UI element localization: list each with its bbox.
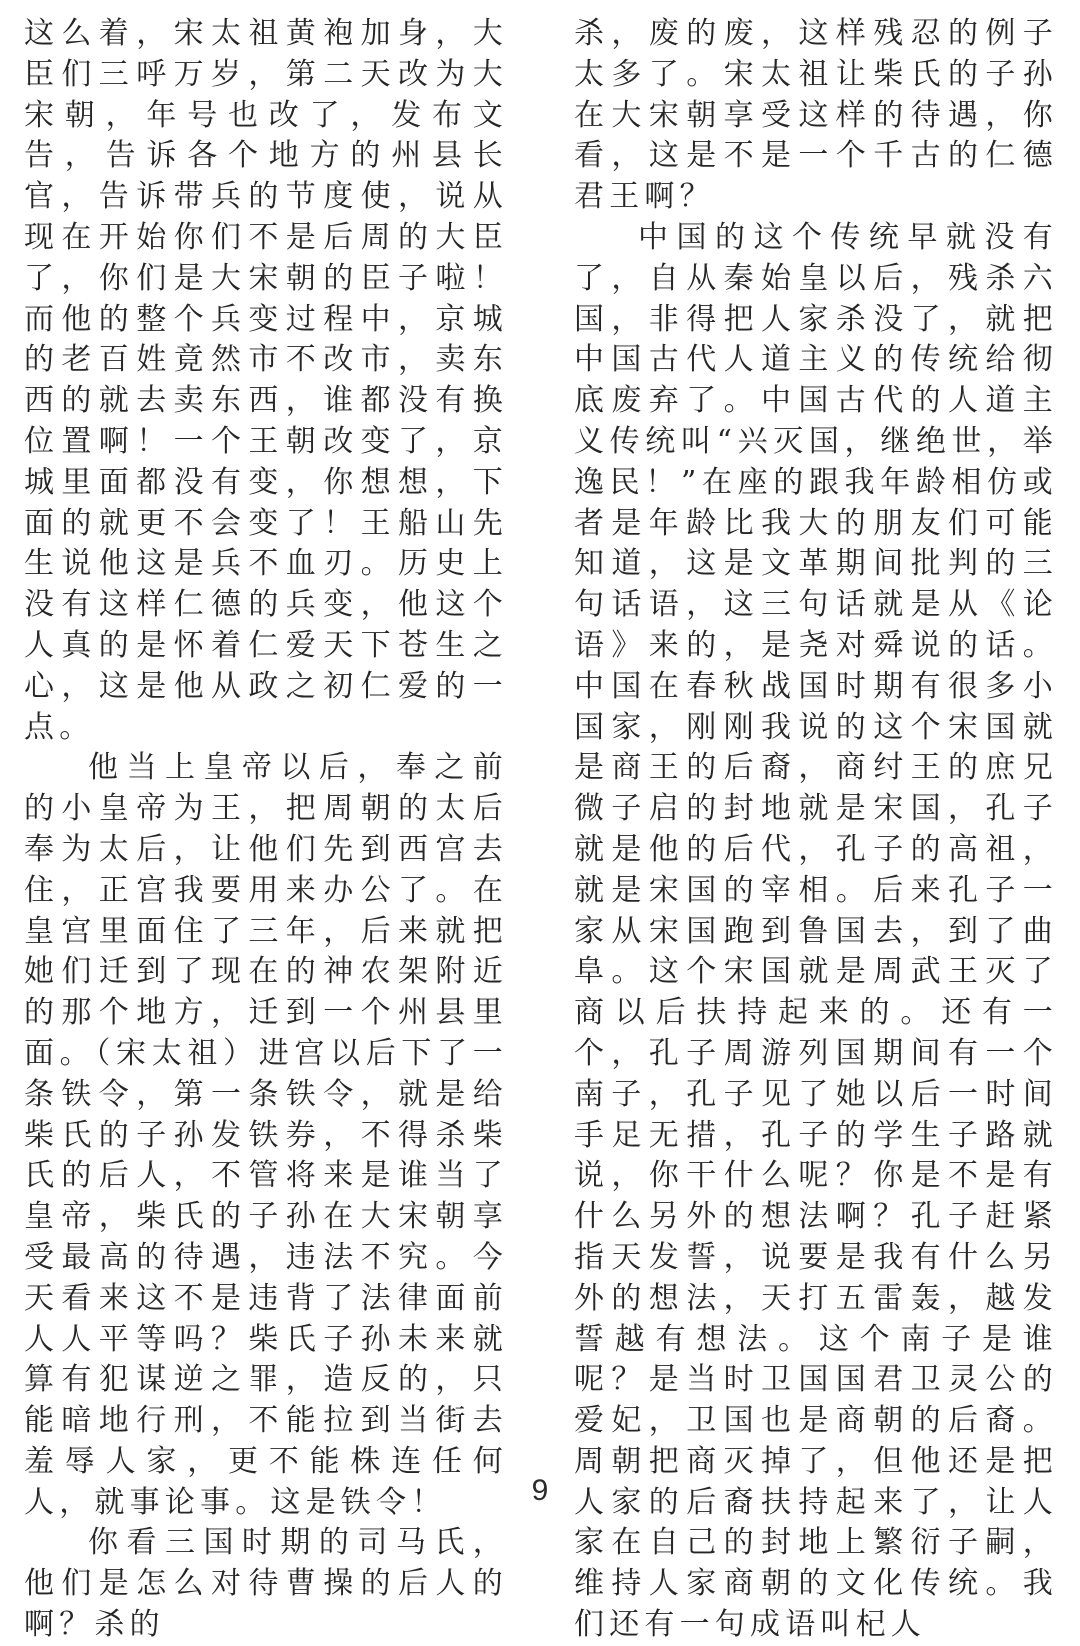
page-number: 9 — [531, 1474, 549, 1507]
paragraph: 你看三国时期的司马氏，他们是怎么对待曹操的后人的啊？杀的 — [24, 1525, 508, 1643]
paragraph: 这么着，宋太祖黄袍加身，大臣们三呼万岁，第二天改为大宋朝，年号也改了，发布文告，告诉各个地方的州县长官，告诉带兵的节度使，说从现在开始你们不是后周的大臣了，你们是大宋朝的臣子啦！而他的整个兵变过程中，京城的老百姓竟然市不改市，卖东西的就去卖东西，谁都没有换位置啊！一个王朝改变了，京城里面都没有变，你想想，下面的就更不会变了！王船山先生说他这是兵不血刃。历史上没有这样仁德的兵变，他这个人真的是怀着仁爱天下苍生之心，这是他从政之初仁爱的一点。 — [24, 16, 508, 745]
paragraph: 杀，废的废，这样残忍的例子太多了。宋太祖让柴氏的子孙在大宋朝享受这样的待遇，你看，这是不是一个千古的仁德君王啊？ — [574, 16, 1058, 215]
left-text-column — [24, 14, 508, 1646]
paragraph: 他当上皇帝以后，奉之前的小皇帝为王，把周朝的太后奉为太后，让他们先到西宫去住，正宫我要用来办公了。在皇宫里面住了三年，后来就把她们迁到了现在的神农架附近的那个地方，迁到一个州县里面。（宋太祖）进宫以后下了一条铁令，第一条铁令，就是给柴氏的子孙发铁券，不得杀柴氏的后人，不管将来是谁当了皇帝，柴氏的子孙在大宋朝享受最高的待遇，违法不究。今天看来这不是违背了法律面前人人平等吗？柴氏子孙未来就算有犯谋逆之罪，造反的，只能暗地行刑，不能拉到当街去羞辱人家，更不能株连任何人，就事论事。这是铁令！ — [24, 750, 508, 1520]
right-text-column — [574, 14, 1058, 1646]
paragraph: 中国的这个传统早就没有了，自从秦始皇以后，残杀六国，非得把人家杀没了，就把中国古代人道主义的传统给彻底废弃了。中国古代的人道主义传统叫“兴灭国，继绝世，举逸民！”在座的跟我年龄相仿或者是年龄比我大的朋友们可能知道，这是文革期间批判的三句话语，这三句话就是从《论语》来的，是尧对舜说的话。中国在春秋战国时期有很多小国家，刚刚我说的这个宋国就是商王的后裔，商纣王的庶兄微子启的封地就是宋国，孔子就是他的后代，孔子的高祖，就是宋国的宰相。后来孔子一家从宋国跑到鲁国去，到了曲阜。这个宋国就是周武王灭了商以后扶持起来的。还有一个，孔子周游列国期间有一个南子，孔子见了她以后一时间手足无措，孔子的学生子路就说，你干什么呢？你是不是有什么另外的想法啊？孔子赶紧指天发誓，说要是我有什么另外的想法，天打五雷轰，越发誓越有想法。这个南子是谁呢？是当时卫国国君卫灵公的爱妃，卫国也是商朝的后裔。周朝把商灭掉了，但他还是把人家的后裔扶持起来了，让人家在自己的封地上繁衍子嗣，维持人家商朝的文化传统。我们还有一句成语叫杞人 — [574, 219, 1058, 1643]
